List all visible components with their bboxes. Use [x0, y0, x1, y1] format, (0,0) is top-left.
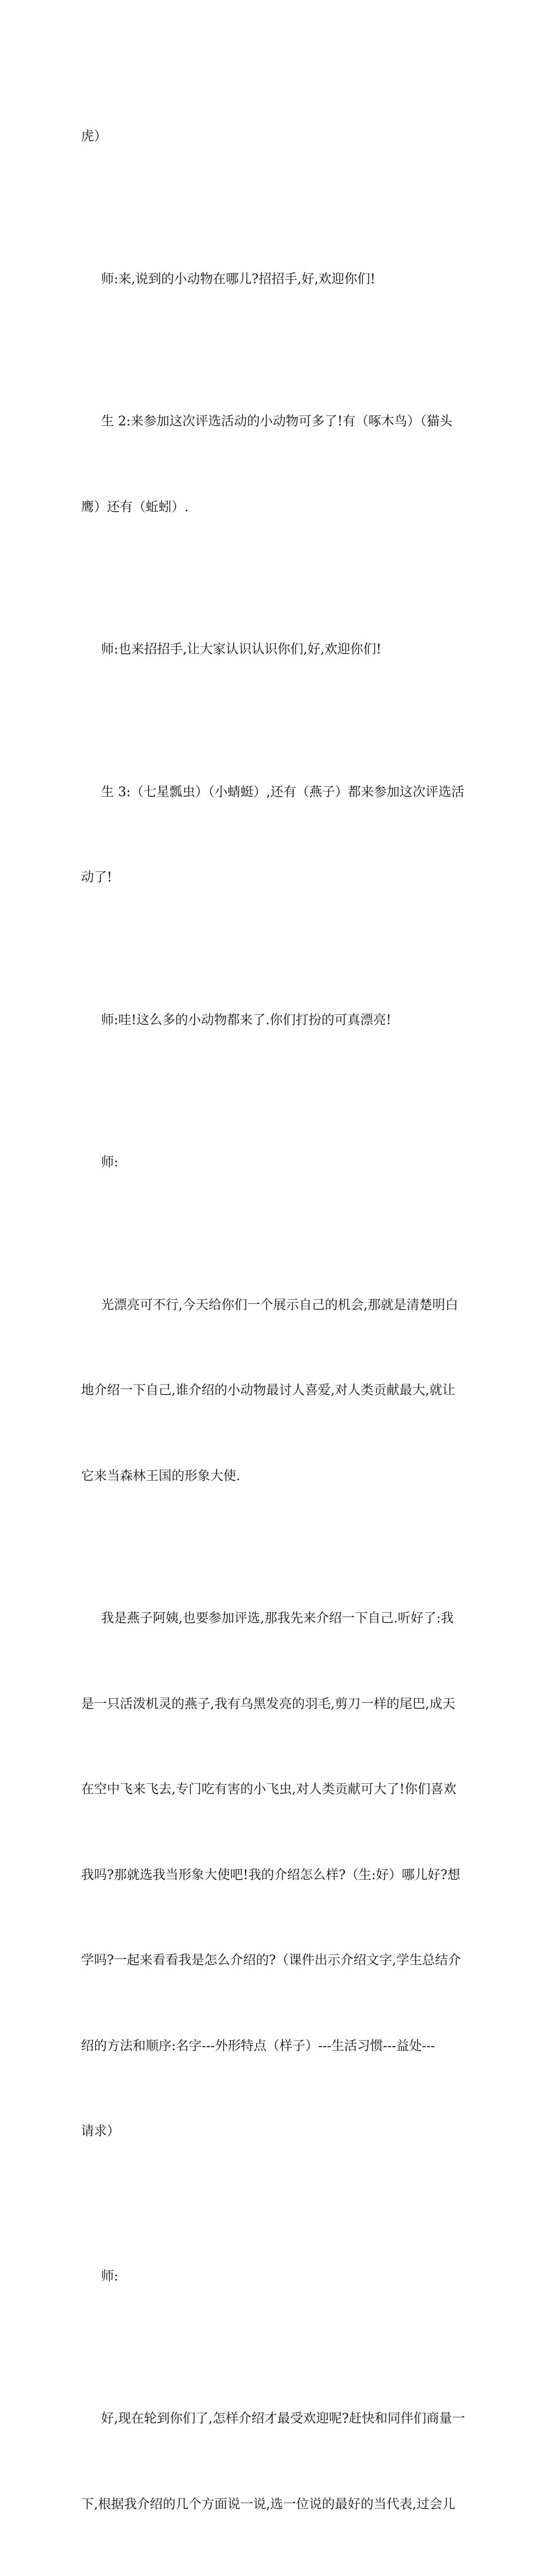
- text-line: 地介绍一下自己,谁介绍的小动物最讨人喜爱,对人类贡献最大,就让: [81, 1383, 455, 1398]
- paragraph-teacher-label: [81, 1092, 478, 1235]
- text-line: 在空中飞来飞去,专门吃有害的小飞虫,对人类贡献可大了!你们喜欢: [81, 1782, 456, 1797]
- text-line: 生 3:（七星瓢虫）（小蜻蜓）,还有（燕子）都来参加这次评选活: [101, 784, 465, 800]
- text-line: 好,现在轮到你们了,怎样介绍才最受欢迎呢?赶快和同伴们商量一: [101, 2411, 465, 2426]
- text-line: 生 2:来参加这次评选活动的小动物可多了!有（啄木鸟）（猫头: [101, 414, 453, 429]
- text-line: 师:: [101, 2269, 119, 2284]
- text-line: 虎）: [81, 129, 107, 144]
- text-line: 光漂亮可不行,今天给你们一个展示自己的机会,那就是清楚明白: [101, 1297, 458, 1313]
- document-body: [81, 66, 478, 2576]
- text-line: 它来当森林王国的形象大使.: [81, 1468, 240, 1484]
- text-line: 师:哇!这么多的小动物都来了.你们打扮的可真漂亮!: [101, 1012, 392, 1028]
- text-line: 鹰）还有（蚯蚓）.: [81, 499, 189, 515]
- paragraph-student-2: [81, 351, 478, 579]
- text-line: 师:: [101, 1155, 119, 1170]
- paragraph-teacher-wow: [81, 950, 478, 1092]
- paragraph-teacher-label: [81, 2206, 478, 2349]
- paragraph-teacher-task: [81, 2348, 478, 2576]
- paragraph-teacher-intro: [81, 1235, 478, 1548]
- paragraph-teacher-wave: [81, 579, 478, 722]
- text-line: 师:也来招招手,让大家认识认识你们,好,欢迎你们!: [101, 642, 382, 657]
- text-line: 我吗?那就选我当形象大使吧!我的介绍怎么样?（生:好）哪儿好?想: [81, 1867, 460, 1883]
- text-line: 绍的方法和顺序:名字---外形特点（样子）---生活习惯---益处---: [81, 2038, 435, 2054]
- paragraph-student-3: [81, 722, 478, 950]
- text-line: 我是燕子阿姨,也要参加评选,那我先来介绍一下自己.听好了:我: [101, 1611, 454, 1626]
- paragraph-continuation: [81, 66, 478, 209]
- text-line: 动了!: [81, 870, 112, 885]
- text-line: 请求）: [81, 2124, 120, 2139]
- text-line: 是一只活泼机灵的燕子,我有乌黑发亮的羽毛,剪刀一样的尾巴,成天: [81, 1696, 455, 1712]
- text-line: 学吗?一起来看看我是怎么介绍的?（课件出示介绍文字,学生总结介: [81, 1953, 461, 1968]
- text-line: 下,根据我介绍的几个方面说一说,选一位说的最好的当代表,过会儿: [81, 2497, 455, 2512]
- paragraph-teacher-welcome: [81, 209, 478, 351]
- paragraph-swallow-intro: [81, 1548, 478, 2203]
- text-line: 师:来,说到的小动物在哪儿?招招手,好,欢迎你们!: [101, 271, 376, 287]
